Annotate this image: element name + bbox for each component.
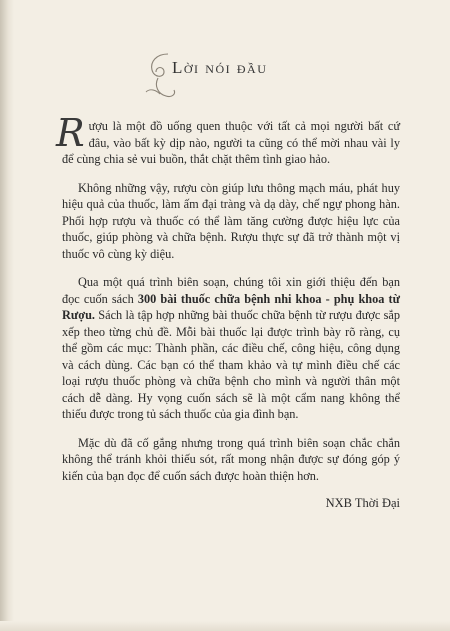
title-block bbox=[0, 48, 450, 108]
book-title: 300 bài thuốc chữa bệnh nhi khoa - phụ khoa từ Rượu. bbox=[62, 291, 401, 322]
page-title: Lời nói đầu bbox=[172, 58, 268, 77]
paragraph-4: Mặc dù đã cố gắng nhưng trong quá trình biên soạn chắc chắn không thể tránh khỏi thiếu sót, rất mong nhận được sự đóng góp ý kiến của bạn đọc để cuốn sách được hoàn thiện hơn. bbox=[62, 435, 400, 483]
paragraph-1-text: ượu là một đồ uống quen thuộc với tất cả mọi người bất cứ đâu, vào bất kỳ dịp nào, người ta cũng có thể mời nhau vài ly để cùng chia sẻ vui buồn, thắt chặt thêm tình giao hảo. bbox=[62, 119, 400, 166]
page-bottom-edge bbox=[0, 621, 450, 631]
paragraph-3-text: Sách là tập hợp những bài thuốc chữa bệnh từ rượu được sắp xếp theo từng chủ đề. Mỗi bài thuốc lại được trình bày rõ ràng, cụ thể gồm các mục: Thành phần, các điều chế, công hiệu, công dụng và cách dùng. Các bạn có thể tham khảo và tự mình điều chế các loại rượu thuốc phòng và chữa bệnh cho mình và người thân một cách dễ dàng. Hy vọng cuốn sách sẽ là một cẩm nang không thể thiếu được trong tủ sách thuốc của gia đình bạn. bbox=[62, 308, 400, 421]
paragraph-3 bbox=[62, 274, 400, 423]
drop-cap: R bbox=[56, 111, 85, 155]
paragraph-1 bbox=[56, 111, 400, 168]
paragraph-2: Không những vậy, rượu còn giúp lưu thông mạch máu, phát huy hiệu quả của thuốc, làm ấm đại tràng và dạ dày, chế ngự phong hàn. Phối hợp rượu và thuốc có thể làm tăng cường được hiệu lực của thuốc, giúp phòng và chữa bệnh. Rượu thực sự đã trở thành một vị thuốc vô cùng kỳ diệu. bbox=[62, 180, 400, 261]
publisher-signature: NXB Thời Đại bbox=[325, 496, 400, 510]
paragraph-3-intro: Qua một quá trình biên soạn, chúng tôi xin giới thiệu đến bạn đọc cuốn sách bbox=[62, 275, 400, 306]
preface-body bbox=[56, 111, 401, 496]
